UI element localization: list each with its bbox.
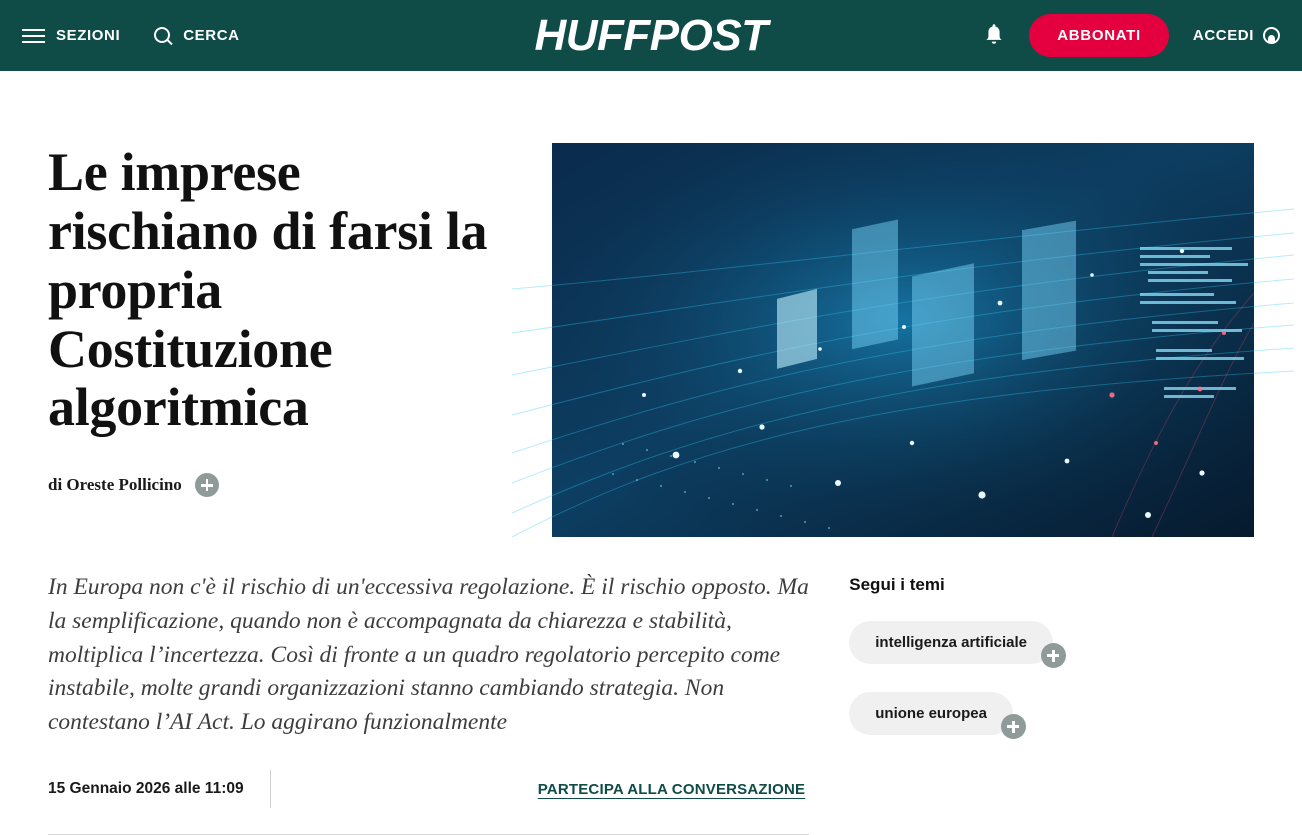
search-button[interactable] — [154, 27, 239, 45]
join-conversation-link[interactable]: PARTECIPA ALLA CONVERSAZIONE — [537, 780, 806, 798]
header-left-group — [22, 27, 240, 45]
article-hero-image — [552, 143, 1254, 537]
article-page — [0, 71, 1302, 835]
search-icon — [154, 27, 172, 45]
sections-label: SEZIONI — [56, 27, 121, 44]
follow-topic-plus-icon[interactable] — [1001, 714, 1026, 739]
publish-date: 15 Gennaio 2026 alle 11:09 — [48, 770, 271, 808]
follow-topics-sidebar — [849, 571, 1254, 835]
follow-topics-title: Segui i temi — [849, 575, 945, 594]
notifications-bell-icon[interactable] — [983, 24, 1005, 48]
byline-row — [48, 473, 516, 497]
article-summary-column — [48, 571, 809, 835]
page-title: Le imprese rischiano di farsi la propria Costituzione algoritmica — [48, 142, 488, 438]
subscribe-button[interactable]: ABBONATI — [1029, 14, 1169, 57]
article-meta-row — [48, 770, 809, 808]
topic-chip-unione-europea[interactable]: unione europea — [849, 692, 1013, 735]
follow-topic-plus-icon[interactable] — [1041, 643, 1066, 668]
list-item — [849, 617, 1254, 668]
sections-menu-button[interactable] — [22, 27, 120, 44]
user-account-icon — [1263, 27, 1280, 44]
article-body-section — [48, 571, 1254, 835]
site-logo[interactable]: HUFFPOST — [534, 10, 768, 60]
login-label: ACCEDI — [1192, 27, 1254, 44]
topic-chip-intelligenza-artificiale[interactable]: intelligenza artificiale — [849, 621, 1053, 664]
site-header — [0, 0, 1302, 71]
article-hero — [48, 71, 1254, 537]
hero-text-block — [48, 143, 516, 537]
search-label: CERCA — [183, 27, 240, 44]
header-right-group — [983, 14, 1280, 57]
list-item — [849, 688, 1254, 739]
follow-author-plus-icon[interactable] — [195, 473, 219, 497]
author-byline: di Oreste Pollicino — [48, 475, 182, 495]
login-button[interactable] — [1193, 27, 1280, 44]
article-dek: In Europa non c'è il rischio di un'eccessiva regolazione. È il rischio opposto. Ma la semplificazione, quando non è accompagnata da chiarezza e stabilità, moltiplica l’incertezza. Così di fronte a un quadro regolatorio percepito come instabile, molte grandi organizzazioni stanno cambiando strategia. Non contestano l’AI Act. Lo aggirano funzionalmente — [48, 574, 809, 736]
hamburger-icon — [22, 29, 45, 43]
